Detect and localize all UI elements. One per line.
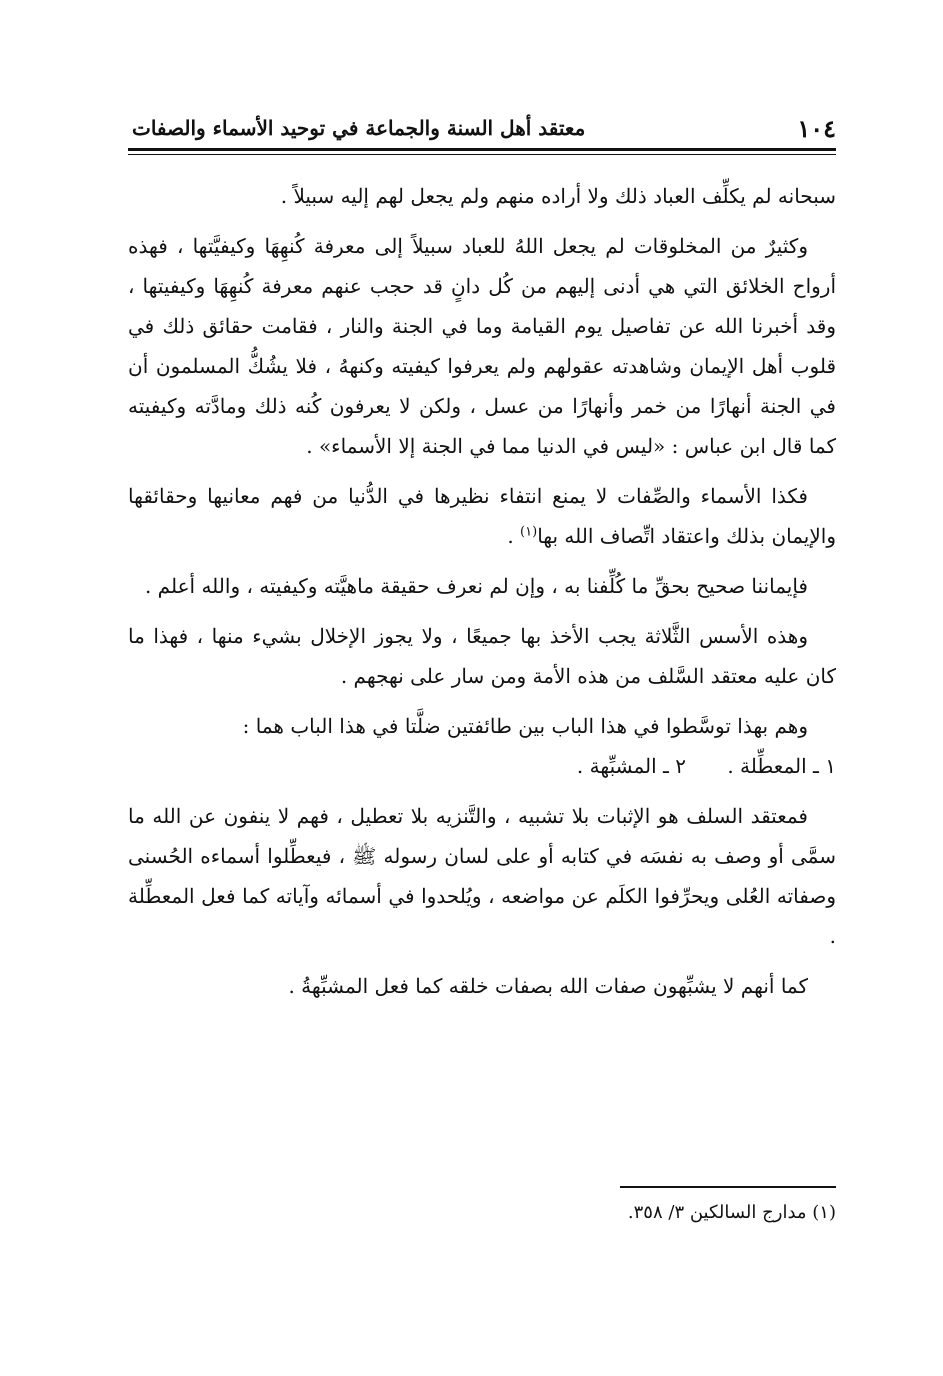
paragraph-3 [128,476,836,556]
header-rule-thick [128,148,836,151]
list-item-2: ٢ ـ المشبِّهة . [576,754,686,778]
footnote: (١) مدارج السالكين ٣/ ٣٥٨. [627,1202,836,1223]
paragraph-7: فمعتقد السلف هو الإثبات بلا تشبيه ، والتَّنزيه بلا تعطيل ، فهم لا ينفون عن الله ما سمَّى أو وصف به نفسَه في كتابه أو على لسان رسوله ﷺ ، فيعطِّلوا أسماءه الحُسنى وصفاته العُلى ويحرِّفوا الكلَم عن مواضعه ، ويُلحدوا في أسمائه وآياته كما فعل المعطِّلة . [128,804,836,948]
running-title: معتقد أهل السنة والجماعة في توحيد الأسماء والصفات [132,116,586,140]
paragraph-5: وهذه الأسس الثَّلاثة يجب الأخذ بها جميعًا ، ولا يجوز الإخلال بشيء منها ، فهذا ما كان عليه معتقد السَّلف من هذه الأمة ومن سار على نهجهم . [128,624,836,688]
main-text [128,176,836,1016]
paragraph-3-text: فكذا الأسماء والصِّفات لا يمنع انتفاء نظيرها في الدُّنيا من فهم معانيها وحقائقها والإيمان بذلك واعتقاد اتِّصاف الله بها [128,484,836,548]
footnote-rule [620,1186,836,1188]
paragraph-2: وكثيرٌ من المخلوقات لم يجعل اللهُ للعباد سبيلاً إلى معرفة كُنهِهَا وكيفيَّتها ، فهذه أرواح الخلائق التي هي أدنى إليهم من كُل دانٍ قد حجب عنهم معرفة كُنهِهَا وكيفيتها ، وقد أخبرنا الله عن تفاصيل يوم القيامة وما في الجنة والنار ، فقامت حقائق ذلك في قلوب أهل الإيمان وشاهدته عقولهم ولم يعرفوا كيفيته وكنههُ ، فلا يشُكُّ المسلمون أن في الجنة أنهارًا من خمر وأنهارًا من عسل ، ولكن لا يعرفون كُنه ذلك ومادَّته وكيفيته كما قال ابن عباس : «ليس في الدنيا مما في الجنة إلا الأسماء» . [128,234,836,458]
list-item-1: ١ ـ المعطِّلة . [727,754,836,778]
paragraph-1: سبحانه لم يكلِّف العباد ذلك ولا أراده منهم ولم يجعل لهم إليه سبيلاً . [280,184,836,208]
footnote-reference: (١) [520,524,538,540]
paragraph-6: وهم بهذا توسَّطوا في هذا الباب بين طائفتين ضلَّتا في هذا الباب هما : [242,714,808,738]
paragraph-4: فإيماننا صحيح بحقِّ ما كُلِّفنا به ، وإن لم نعرف حقيقة ماهيَّته وكيفيته ، والله أعلم . [144,574,808,598]
sect-list [128,746,836,786]
paragraph-3-end: . [507,524,521,548]
paragraph-8: كما أنهم لا يشبِّهون صفات الله بصفات خلقه كما فعل المشبِّهةُ . [288,974,808,998]
page-header [128,112,836,146]
header-rule-thin [128,154,836,155]
page-number: ١٠٤ [797,114,836,143]
